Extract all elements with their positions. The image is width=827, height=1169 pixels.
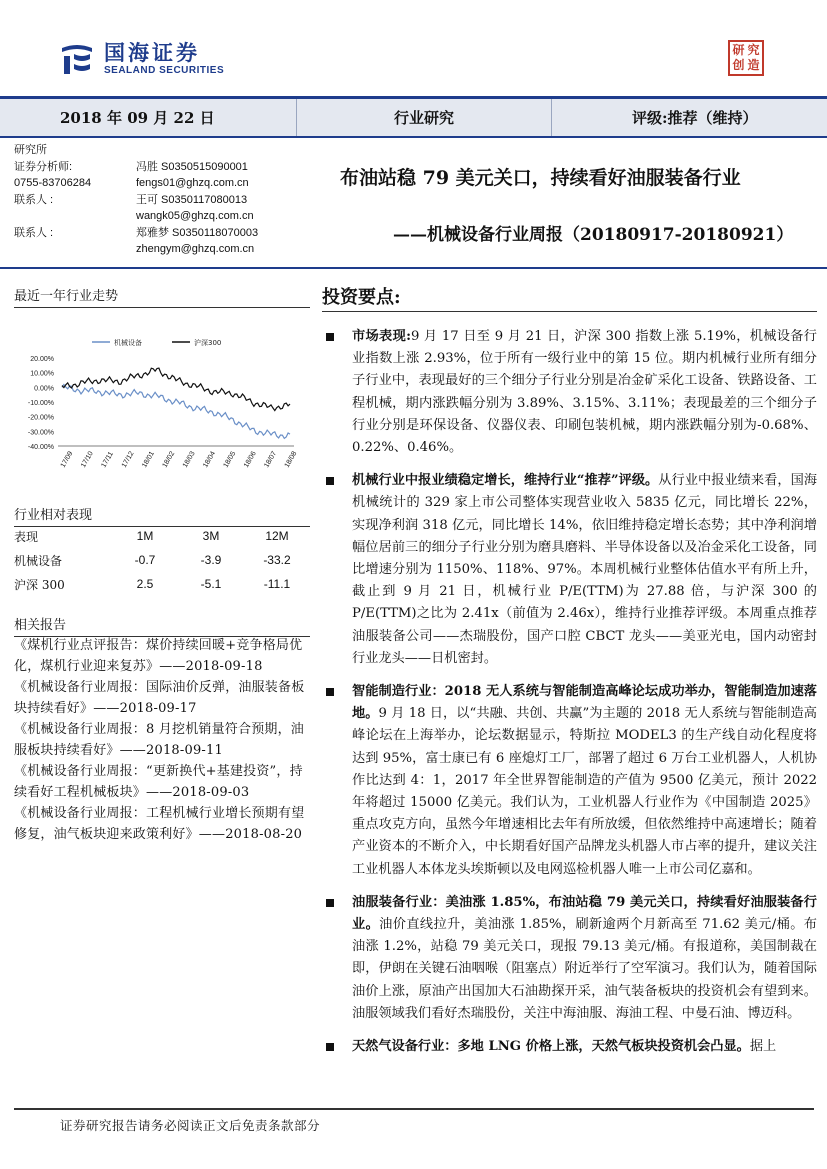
seal-char: 究 xyxy=(747,43,760,57)
bullet-square-icon xyxy=(326,477,334,485)
analyst-row xyxy=(14,241,316,258)
related-report-link[interactable]: 《机械设备行业周报：工程机械行业增长预期有望修复，油气板块迎来政策利好》——2018-08-20 xyxy=(14,806,305,842)
list-item xyxy=(322,470,817,670)
brand-name-cn: 国海证券 xyxy=(104,41,200,65)
disclaimer-note: 证券研究报告请务必阅读正文后免责条款部分 xyxy=(60,1118,321,1133)
brand-name-en: SEALAND SECURITIES xyxy=(104,65,225,76)
header-divider xyxy=(0,267,827,269)
y-tick-label: 20.00% xyxy=(30,356,54,363)
bullet-heading: 市场表现: xyxy=(352,329,411,344)
table-cell: -33.2 xyxy=(263,553,291,567)
table-header: 1M xyxy=(136,529,154,543)
bullet-body: 油价直线拉升，美油涨 1.85%，刷新逾两个月新高至 71.62 美元/桶。布油涨 1.2%，站稳 79 美元关口，现报 79.13 美元/桶。有报道称，美国制裁在即，伊朗在关键石油咽喉（阻塞点）附近举行了空军演习。我们认为，随着国际油价上涨，原油产出国加大石油勘探开采，油气装备板块的投资机会有望到来。油服领域我们看好杰瑞股份，关注中海油服、海油工程、中曼石油、博迈科。 xyxy=(352,917,817,1021)
list-item xyxy=(322,1036,817,1058)
bullet-square-icon xyxy=(326,688,334,696)
investment-bullets xyxy=(322,326,817,1069)
list-item xyxy=(322,326,817,459)
seal-char: 造 xyxy=(747,58,760,72)
table-header: 12M xyxy=(265,529,289,543)
x-tick-label: 18/06 xyxy=(242,450,258,468)
table-cell: 机械设备 xyxy=(14,553,63,568)
x-tick-label: 17/11 xyxy=(100,450,115,468)
report-date: 2018 年 09 月 22 日 xyxy=(0,99,297,136)
analyst-label xyxy=(14,241,136,258)
report-rating: 评级:推荐（维持） xyxy=(632,109,758,127)
analyst-row xyxy=(14,208,316,225)
analyst-label: 联系人 : xyxy=(14,193,54,206)
brand-mark-icon xyxy=(58,40,96,78)
table-row xyxy=(14,548,310,572)
x-tick-label: 18/07 xyxy=(263,450,279,468)
analyst-label: 证券分析师: xyxy=(14,160,73,173)
x-tick-label: 17/09 xyxy=(59,450,75,468)
analyst-row xyxy=(14,192,316,209)
bullet-heading: 天然气设备行业：多地 LNG 价格上涨，天然气板块投资机会凸显。 xyxy=(352,1039,750,1055)
analyst-label: 研究所 xyxy=(14,144,47,156)
analyst-label: 0755-83706284 xyxy=(14,177,92,189)
bullet-body: 9 月 18 日，以“共融、共创、共赢”为主题的 2018 无人系统与智能制造高峰论坛在上海举办，论坛数据显示，特斯拉 MODEL3 的生产线自动化程度将达到 95%，富士康已有 6 座熄灯工厂，部署了超过 6 万台工业机器人，人机协作比达到 4：1，2017 年全世界智能制造的产值为 9500 亿美元，预计 2022 年将超过 15000 亿美元。我们认为，工业机器人行业作为《中国制造 2025》重点攻克方向，虽然今年增速相比去年有所放缓，但依然维持中高速增长；随着产业资本的不断介入，中长期看好国产品牌龙头机器人市占率的提升，建议关注工业机器人本体龙头埃斯顿以及电网巡检机器人唯一上市公司亿嘉和。 xyxy=(352,706,817,877)
x-tick-label: 18/08 xyxy=(283,450,299,468)
bullet-square-icon xyxy=(326,333,334,341)
table-cell: -3.9 xyxy=(200,553,222,567)
x-tick-label: 18/01 xyxy=(141,450,156,468)
table-cell: -5.1 xyxy=(200,577,222,591)
table-cell: 沪深 300 xyxy=(14,577,65,592)
related-report-link[interactable]: 《机械设备行业周报：8 月挖机销量符合预期，油服板块持续看好》——2018-09-11 xyxy=(14,722,305,758)
y-tick-label: -10.00% xyxy=(27,400,54,407)
y-tick-label: 0.00% xyxy=(34,385,54,393)
analyst-label: 联系人 : xyxy=(14,226,54,239)
performance-table xyxy=(14,524,310,596)
y-tick-label: -30.00% xyxy=(27,429,54,437)
investment-title: 投资要点: xyxy=(322,283,817,312)
trend-chart xyxy=(14,318,310,468)
bullet-body: 据上 xyxy=(749,1039,777,1055)
x-tick-label: 18/03 xyxy=(181,450,197,468)
report-subtitle: ——机械设备行业周报（20180917-20180921） xyxy=(393,225,794,245)
analyst-info xyxy=(14,142,316,258)
y-tick-label: -20.00% xyxy=(27,414,54,422)
bullet-heading: 油服装备行业：美油涨 1.85%，布油站稳 79 美元关口，持续看好油服装备行业。 xyxy=(352,894,817,933)
seal-char: 创 xyxy=(732,58,745,72)
x-tick-label: 18/02 xyxy=(161,450,177,468)
x-tick-label: 18/05 xyxy=(222,450,238,468)
analyst-row xyxy=(14,175,316,192)
research-seal xyxy=(728,40,764,76)
table-row xyxy=(14,572,310,596)
y-tick-label: -40.00% xyxy=(27,444,54,451)
analyst-value: wangk05@ghzq.com.cn xyxy=(136,210,254,222)
related-report-link[interactable]: 《煤机行业点评报告：煤价持续回暖+竞争格局优化，煤机行业迎来复苏》——2018-09-18 xyxy=(14,638,303,674)
report-title: 布油站稳 79 美元关口，持续看好油服装备行业 xyxy=(340,167,741,189)
analyst-value xyxy=(136,142,316,159)
related-title: 相关报告 xyxy=(14,614,310,637)
analyst-value: fengs01@ghzq.com.cn xyxy=(136,177,249,189)
analyst-value: 郑雅梦 S0350118070003 xyxy=(136,226,259,239)
table-cell: -0.7 xyxy=(134,553,156,567)
trend-section xyxy=(14,285,310,468)
analyst-row xyxy=(14,159,316,176)
related-report-link[interactable]: 《机械设备行业周报：“更新换代+基建投资”，持续看好工程机械板块》——2018-09-03 xyxy=(14,764,303,800)
analyst-value: 冯胜 S0350515090001 xyxy=(136,160,248,173)
analyst-label xyxy=(14,208,136,225)
list-item xyxy=(322,892,817,1025)
x-tick-label: 18/04 xyxy=(202,450,218,468)
legend-label: 机械设备 xyxy=(114,339,142,347)
trend-title: 最近一年行业走势 xyxy=(14,285,310,308)
x-tick-label: 17/12 xyxy=(120,450,136,468)
analyst-value: zhengym@ghzq.com.cn xyxy=(136,243,255,255)
bullet-body: 从行业中报业绩来看，国海机械统计的 329 家上市公司整体实现营业收入 5835 亿元，同比增长 22%，实现净利润 318 亿元，同比增长 14%，依旧维持稳定增长态势；其中净利润增幅位居前三的细分子行业分别为磨具磨料、半导体设备以及冶金采化工设备，同比增速分别为 1150%、118%、97%。本周机械行业整体估值水平有所上升，截止到 9 月 21 日，机械行业 P/E(TTM)为 27.88 倍，与沪深 300 的 P/E(TTM)之比为 2.41x（前值为 2.46x），维持行业推荐评级。本周重点推荐油服装备公司——杰瑞股份，国产口腔 CBCT 龙头——美亚光电，国内动密封行业龙头——日机密封。 xyxy=(352,473,818,666)
analyst-value: 王可 S0350117080013 xyxy=(136,193,248,206)
series-line-csi300 xyxy=(62,368,290,411)
bullet-square-icon xyxy=(326,899,334,907)
report-type: 行业研究 xyxy=(297,99,552,136)
footer-divider xyxy=(14,1108,814,1110)
bullet-heading: 机械行业中报业绩稳定增长，维持行业“推荐”评级。 xyxy=(352,473,659,489)
performance-title: 行业相对表现 xyxy=(14,504,310,527)
bullet-heading: 智能制造行业：2018 无人系统与智能制造高峰论坛成功举办，智能制造加速落地。 xyxy=(352,684,817,722)
performance-header-row xyxy=(14,524,310,548)
list-item xyxy=(322,681,817,881)
analyst-row xyxy=(14,142,316,159)
table-cell: -11.1 xyxy=(263,577,291,591)
analyst-row xyxy=(14,225,316,242)
series-line-machinery xyxy=(62,385,290,439)
bullet-body: 9 月 17 日至 9 月 21 日，沪深 300 指数上涨 5.19%，机械设备行业指数上涨 2.93%，位于所有一级行业中的第 15 位。期内机械行业所有细分子行业中，表现最好的三个细分子行业分别是冶金矿采化工设备、铁路设备、工程机械，期内涨跌幅分别为 3.89%、3.15%、3.11%；表现最差的三个细分子行业分别是环保设备、仪器仪表、印刷包装机械，期内涨跌幅分别为-0.68%、0.22%、0.46%。 xyxy=(352,329,817,456)
table-header: 表现 xyxy=(14,529,39,544)
related-list xyxy=(14,635,314,845)
bullet-square-icon xyxy=(326,1043,334,1051)
x-tick-label: 17/10 xyxy=(80,450,95,468)
y-tick-label: 10.00% xyxy=(30,370,54,378)
investment-section xyxy=(322,283,812,312)
table-cell: 2.5 xyxy=(136,577,154,591)
brand-logo xyxy=(58,40,224,78)
trend-chart-svg xyxy=(14,318,310,468)
table-header: 3M xyxy=(202,529,220,543)
report-info-bar xyxy=(0,96,827,138)
related-report-link[interactable]: 《机械设备行业周报：国际油价反弹，油服装备板块持续看好》——2018-09-17 xyxy=(14,680,305,716)
legend-label: 沪深300 xyxy=(194,339,222,347)
seal-char: 研 xyxy=(732,43,745,57)
